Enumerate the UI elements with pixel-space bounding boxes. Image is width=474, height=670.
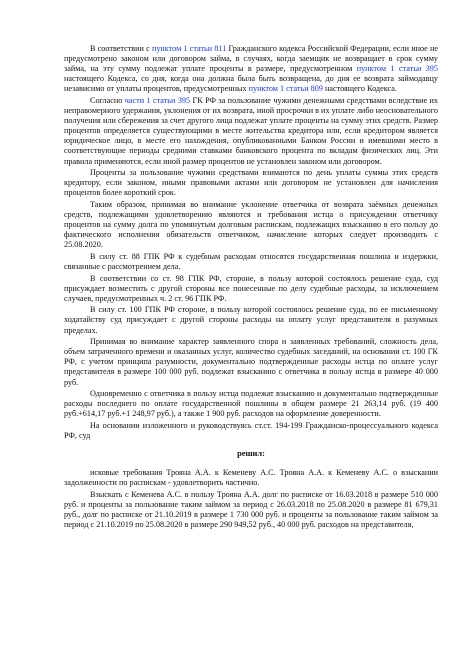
- text: ГК РФ за пользование чужими денежными средствами вследствие их неправомерного удержания, уклонения от их возврата, иной просрочки в их уплате либо неосновательного получения или сбережения за счет другого лица подлежат уплате проценты на сумму этих средств. Размер процентов определяется существующими в месте жительства кредитора или, если кредитором является юридическое лицо, в месте его нахождения, опубликованными Банком России и имевшими место в соответствующие периоды средними ставками банковского процента по вкладам физических лиц. Эти правила применяются, если иной размер процентов не установлен законом или договором.: [64, 95, 438, 166]
- paragraph-3: Проценты за пользование чужими средствами взимаются по день уплаты суммы этих средств кредитору, если законом, иными правовыми актами или договором не установлен для начисления процентов более короткий срок.: [64, 168, 438, 198]
- paragraph-2: [64, 96, 438, 167]
- text: Согласно: [90, 95, 125, 105]
- text: Гражданского кодекса Российской Федерации, если иное не предусмотрено законом или договором займа, в случаях, когда заемщик не возвращает в срок сумму займа, на эту сумму подлежат уплате проценты в размере, предусмотренном: [64, 44, 439, 74]
- resolution-paragraph-1: исковые требования Трояна А.А. к Кеменеву А.С. Трояна А.А. к Кеменеву А.С. о взыскании задолженности по распискам - удовлетворить частично.: [64, 468, 438, 488]
- paragraph-4: Таким образом, принимая во внимание уклонение ответчика от возврата заёмных денежных средств, подлежащими удовлетворению являются и требования истца о присуждении ответчику процентов на сумму долга по упомянутым долговым распискам, подлежащих взысканию в его пользу до фактического исполнения обязательств ответчиком, начисление которых следует производить с 25.08.2020.: [64, 199, 438, 250]
- law-link-art-809[interactable]: пунктом 1 статьи 809: [248, 84, 323, 94]
- text: В соответствии с: [90, 44, 152, 53]
- paragraph-7: В силу ст. 100 ГПК РФ стороне, в пользу которой состоялось решение суда, по ее письменному ходатайству суд присуждает с другой стороны расходы на оплату услуг представителя в разумных пределах.: [64, 305, 438, 335]
- paragraph-9: Одновременно с ответчика в пользу истца подлежат взысканию и документально подтвержденные расходы последнего по оплате государственной пошлины в общем размере 21 263,14 руб. (19 400 руб.+614,17 руб.+1 248,97 руб.), а также 1 900 руб. расходов на оформление доверенности.: [64, 389, 438, 419]
- law-link-art-811[interactable]: пунктом 1 статьи 811: [151, 44, 227, 53]
- text: настоящего Кодекса.: [322, 84, 397, 94]
- resolution-paragraph-2: Взыскать с Кеменева А.С. в пользу Трояна А.А. долг по расписке от 16.03.2018 в размере 510 000 руб. и проценты за пользование таким займом за период с 26.03.2018 по 25.08.2020 в размере 81 679,31 руб., долг по расписке от 21.10.2019 в размере 1 730 000 руб. и проценты за пользование таким займом за период с 21.10.2019 по 25.08.2020 в размере 290 949,52 руб., 40 000 руб. расходов на представителя,: [64, 489, 438, 530]
- paragraph-10: На основании изложенного и руководствуясь ст.ст. 194-199 Гражданско-процессуального кодекса РФ, суд: [64, 420, 438, 440]
- decision-heading: решил:: [237, 449, 265, 459]
- paragraph-8: Принимая во внимание характер заявленного спора и заявленных требований, сложность дела, объем затраченного времени и оказанных услуг, количество судебных заседаний, на основании ст. 100 ГК РФ, с учетом принципа разумности, документально подтвержденные расходы истца по оплате услуг представителя в размере 100 000 руб. подлежат взысканию с ответчика в пользу истца в размере 40 000 руб.: [64, 337, 438, 387]
- text: настоящего Кодекса, со дня, когда она должна была быть возвращена, до дня ее возврата займодавцу независимо от уплаты процентов, предусмотренных: [64, 74, 438, 94]
- paragraph-5: В силу ст. 88 ГПК РФ к судебным расходам относятся государственная пошлина и издержки, связанные с рассмотрением дела.: [64, 251, 438, 271]
- law-link-part-1-art-395[interactable]: части 1 статьи 395: [124, 95, 191, 105]
- paragraph-6: В соответствии со ст. 98 ГПК РФ, стороне, в пользу которой состоялось решение суда, суд присуждает возместить с другой стороны все понесенные по делу судебные расходы, за исключением случаев, предусмотренных ч. 2 ст. 96 ГПК РФ.: [64, 273, 438, 303]
- law-link-art-395[interactable]: пунктом 1 статьи 395: [356, 64, 438, 74]
- paragraph-1: [64, 44, 438, 94]
